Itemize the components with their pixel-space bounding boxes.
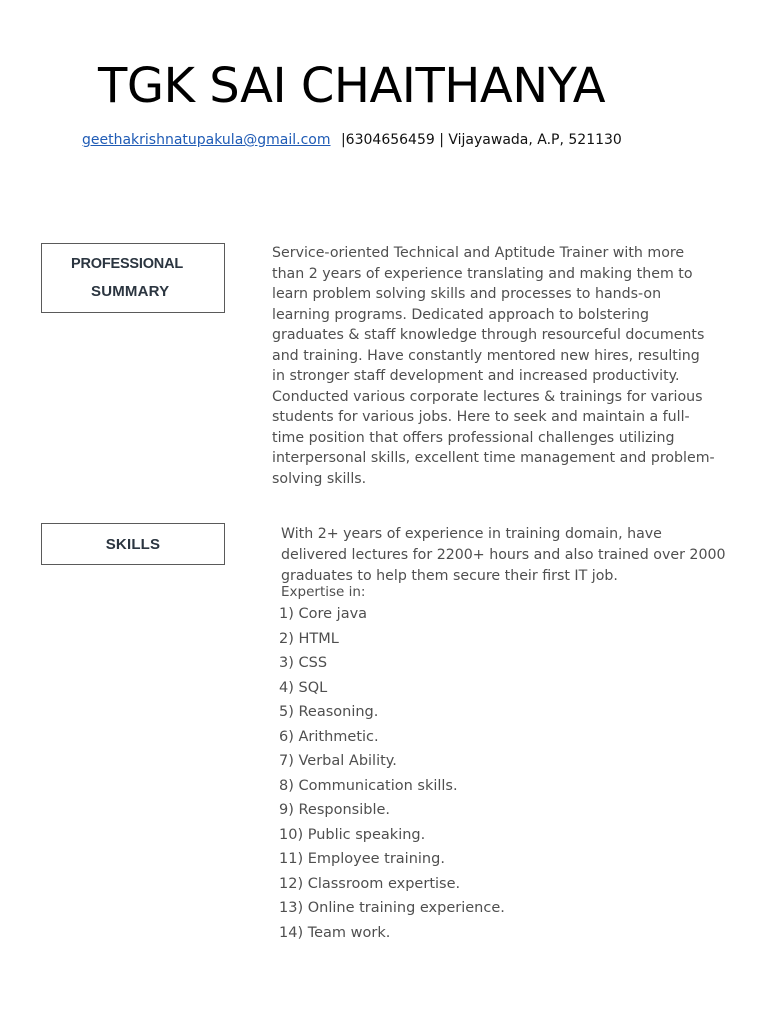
skills-intro-text: With 2+ years of experience in training domain, have delivered lectures for 2200+ hours and also trained over 2000 graduates to help them secure their first IT job.	[281, 526, 726, 584]
skill-item: 11) Employee training.	[279, 851, 445, 867]
summary-heading-line1: PROFESSIONAL	[71, 256, 183, 272]
skill-item: 4) SQL	[279, 679, 328, 696]
contact-details: |6304656459 | Vijayawada, A.P, 521130	[340, 132, 622, 148]
expertise-label: Expertise in:	[281, 584, 366, 600]
skill-item: 5) Reasoning.	[279, 704, 379, 720]
skills-list	[279, 605, 505, 948]
skills-heading: SKILLS	[105, 536, 161, 553]
skill-item: 13) Online training experience.	[279, 900, 505, 916]
contact-line	[82, 131, 622, 149]
skill-item: 12) Classroom expertise.	[279, 875, 461, 892]
skill-item: 7) Verbal Ability.	[279, 753, 397, 769]
skill-item: 1) Core java	[279, 606, 368, 622]
professional-summary-text: Service-oriented Technical and Aptitude Trainer with more than 2 years of experience translating and making them to learn problem solving skills and processes to hands-on learning programs. Dedicated approach to bolstering graduates & staff knowledge through resourceful documents and training. Have constantly mentored new hires, resulting in stronger staff development and increased productivity. Conducted various corporate lectures & trainings for various students for various jobs. Here to seek and maintain a full-time position that offers professional challenges utilizing interpersonal skills, excellent time management and problem-solving skills.	[272, 245, 715, 487]
candidate-name: TGK SAI CHAITHANYA	[98, 58, 606, 114]
skill-item: 10) Public speaking.	[279, 826, 426, 843]
skill-item: 3) CSS	[279, 655, 328, 671]
skill-item: 6) Arithmetic.	[279, 728, 379, 745]
skill-item: 9) Responsible.	[279, 802, 391, 818]
skills-heading-box	[41, 523, 225, 565]
professional-summary-heading-box	[41, 243, 225, 313]
skill-item: 14) Team work.	[279, 924, 391, 941]
email-link[interactable]: geethakrishnatupakula@gmail.com	[82, 132, 331, 148]
skill-item: 8) Communication skills.	[279, 777, 458, 794]
skill-item: 2) HTML	[279, 630, 339, 647]
summary-heading-line2: SUMMARY	[91, 283, 170, 300]
